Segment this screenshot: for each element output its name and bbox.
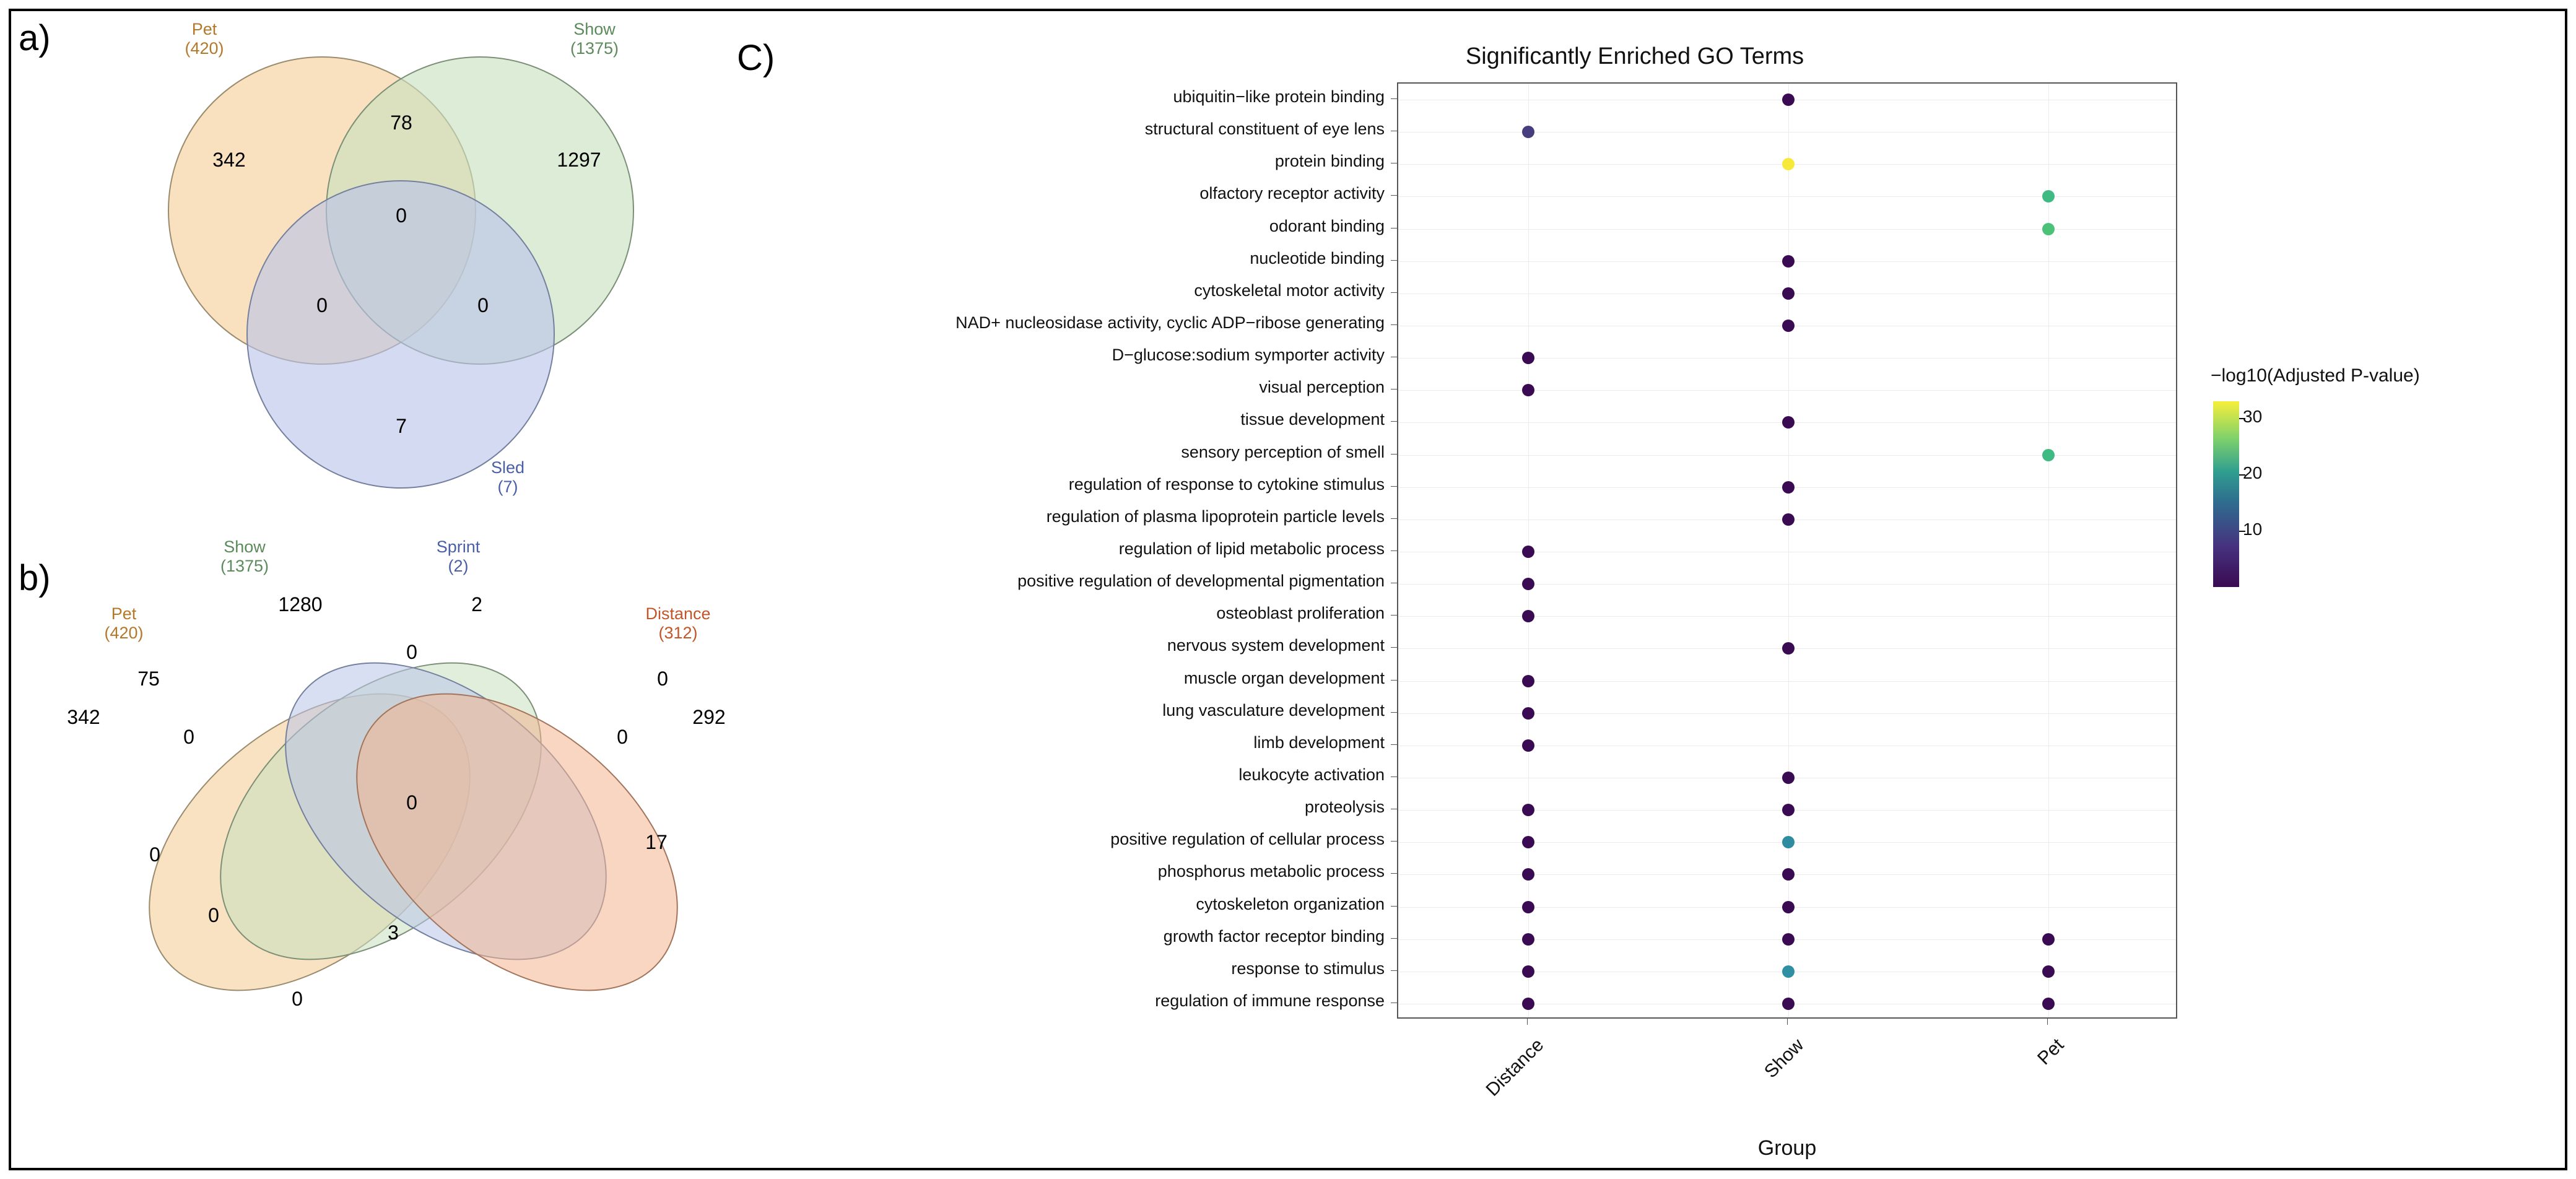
- color-legend: [2211, 365, 2502, 539]
- data-point: [1782, 255, 1795, 268]
- y-axis-tick-label: NAD+ nucleosidase activity, cyclic ADP−ribose generating: [955, 313, 1385, 333]
- venn-a-count-show-sled: 0: [477, 294, 489, 316]
- y-axis-tick-label: proteolysis: [1304, 798, 1385, 817]
- y-axis-tick-label: positive regulation of developmental pigmentation: [1017, 572, 1385, 591]
- y-axis-tick: [1391, 841, 1397, 842]
- legend-title: −log10(Adjusted P-value): [2211, 365, 2420, 386]
- venn-b-count-show-only: 1280: [278, 593, 323, 616]
- y-axis-tick-label: osteoblast proliferation: [1216, 604, 1385, 623]
- venn-b-count-pet-sprint: 0: [149, 843, 160, 866]
- venn-b-set-label-show: Show (1375): [220, 537, 269, 576]
- data-point: [1522, 933, 1534, 946]
- data-point: [1522, 836, 1534, 848]
- venn-b-count-pet-only: 342: [67, 706, 100, 728]
- data-point: [1522, 739, 1534, 752]
- y-axis-tick: [1391, 906, 1397, 907]
- data-point: [1522, 804, 1534, 816]
- y-axis-tick: [1391, 292, 1397, 293]
- y-axis-tick: [1391, 324, 1397, 325]
- data-point: [1782, 416, 1795, 429]
- y-axis-tick-label: sensory perception of smell: [1181, 442, 1385, 461]
- legend-gradient-bar: [2213, 401, 2239, 587]
- y-axis-tick: [1391, 744, 1397, 745]
- data-point: [1522, 868, 1534, 881]
- data-point: [1782, 965, 1795, 978]
- venn-b-count-show-sprint-distance: 0: [617, 726, 628, 748]
- data-point: [1782, 287, 1795, 300]
- y-axis-tick: [1391, 970, 1397, 971]
- data-point: [1522, 998, 1534, 1010]
- legend-tick-label: 20: [2243, 463, 2263, 483]
- x-axis-tick: [1787, 1019, 1788, 1025]
- y-axis-tick: [1391, 647, 1397, 648]
- grid-line-horizontal: [1398, 358, 2176, 359]
- y-axis-tick: [1391, 98, 1397, 99]
- venn-b-count-sprint-distance: 0: [657, 668, 668, 690]
- y-axis-tick-label: muscle organ development: [1183, 668, 1385, 687]
- venn-b-count-pet-show: 75: [137, 668, 160, 690]
- data-point: [2042, 933, 2055, 946]
- venn-b-count-pet-distance: 0: [292, 988, 303, 1010]
- panel-label-b: b): [19, 558, 51, 598]
- y-axis-tick-label: visual perception: [1259, 378, 1385, 397]
- venn-b-count-pet-sprint-distance: 0: [208, 904, 219, 926]
- data-point: [2042, 223, 2055, 235]
- y-axis-tick: [1391, 486, 1397, 487]
- venn-b-count-show-distance: 17: [645, 831, 668, 853]
- data-point: [1782, 804, 1795, 816]
- data-point: [1782, 901, 1795, 913]
- grid-line-horizontal: [1398, 229, 2176, 230]
- grid-line-horizontal: [1398, 616, 2176, 617]
- panel-label-a: a): [19, 18, 51, 58]
- venn-b-count-pet-show-sprint: 0: [183, 726, 194, 748]
- venn-a-count-pet-only: 342: [212, 149, 246, 171]
- y-axis-tick: [1391, 260, 1397, 261]
- venn-a-set-label-pet: Pet (420): [185, 20, 224, 58]
- data-point: [1782, 998, 1795, 1010]
- data-point: [2042, 965, 2055, 978]
- panel-label-c: C): [737, 38, 775, 78]
- data-point: [1522, 707, 1534, 720]
- y-axis-tick-label: growth factor receptor binding: [1163, 926, 1385, 946]
- grid-line-horizontal: [1398, 390, 2176, 391]
- y-axis-tick-label: phosphorus metabolic process: [1157, 862, 1385, 881]
- data-point: [1522, 352, 1534, 364]
- data-point: [1782, 836, 1795, 848]
- venn-a-count-show-only: 1297: [557, 149, 601, 171]
- data-point: [1522, 901, 1534, 913]
- grid-line-horizontal: [1398, 196, 2176, 197]
- data-point: [2042, 998, 2055, 1010]
- venn-b-set-label-pet: Pet (420): [104, 604, 144, 643]
- x-axis-title: Group: [1757, 1136, 1817, 1160]
- y-axis-tick-label: limb development: [1253, 733, 1385, 752]
- y-axis-tick: [1391, 195, 1397, 196]
- venn-b-count-distance-only: 292: [692, 706, 726, 728]
- venn-b-set-label-distance: Distance (312): [645, 604, 711, 643]
- legend-tick-label: 30: [2243, 407, 2263, 427]
- y-axis-tick-label: tissue development: [1240, 410, 1385, 429]
- y-axis-tick-label: regulation of lipid metabolic process: [1118, 539, 1385, 558]
- grid-line-horizontal: [1398, 584, 2176, 585]
- y-axis-tick: [1391, 518, 1397, 519]
- y-axis-tick: [1391, 421, 1397, 422]
- y-axis-tick: [1391, 680, 1397, 681]
- venn-b-set-label-sprint: Sprint (2): [436, 537, 481, 576]
- grid-line-horizontal: [1398, 713, 2176, 714]
- venn-a-set-label-show: Show (1375): [570, 20, 619, 58]
- data-point: [1782, 320, 1795, 332]
- data-point: [1522, 965, 1534, 978]
- y-axis-tick-label: cytoskeletal motor activity: [1194, 281, 1385, 300]
- data-point: [1782, 772, 1795, 784]
- grid-line-horizontal: [1398, 455, 2176, 456]
- y-axis-tick-label: ubiquitin−like protein binding: [1173, 87, 1385, 107]
- y-axis-tick-label: olfactory receptor activity: [1199, 184, 1385, 203]
- y-axis-tick: [1391, 712, 1397, 713]
- x-axis-tick-label: Show: [1760, 1035, 1808, 1082]
- venn-a-count-sled-only: 7: [396, 415, 407, 437]
- y-axis-tick-label: cytoskeleton organization: [1196, 894, 1385, 913]
- data-point: [1522, 126, 1534, 138]
- y-axis-tick: [1391, 938, 1397, 939]
- y-axis-tick-label: D−glucose:sodium symporter activity: [1112, 346, 1385, 365]
- x-axis-tick-label: Distance: [1482, 1035, 1548, 1100]
- y-axis-tick: [1391, 615, 1397, 616]
- venn-a-count-pet-sled: 0: [316, 294, 328, 316]
- y-axis-tick-label: regulation of immune response: [1155, 991, 1385, 1010]
- data-point: [2042, 190, 2055, 202]
- venn-b-count-pet-show-distance: 3: [388, 921, 399, 944]
- y-axis-tick-label: lung vasculature development: [1162, 700, 1385, 720]
- data-point: [1522, 610, 1534, 622]
- y-axis-tick: [1391, 454, 1397, 455]
- data-point: [1782, 642, 1795, 655]
- data-point: [1782, 868, 1795, 881]
- venn-diagram-b: [43, 537, 780, 1152]
- data-point: [2042, 449, 2055, 461]
- y-axis-tick-label: regulation of plasma lipoprotein particle levels: [1046, 507, 1385, 526]
- data-point: [1522, 546, 1534, 558]
- legend-tick-label: 10: [2243, 520, 2263, 539]
- y-axis-tick-label: regulation of response to cytokine stimulus: [1068, 474, 1385, 494]
- data-point: [1782, 481, 1795, 494]
- grid-line-horizontal: [1398, 681, 2176, 682]
- x-axis-tick-label: Pet: [2034, 1035, 2068, 1069]
- data-point: [1782, 94, 1795, 106]
- data-point: [1522, 675, 1534, 687]
- plot-area: [1397, 82, 2177, 1019]
- data-point: [1782, 158, 1795, 170]
- y-axis-tick: [1391, 550, 1397, 551]
- data-point: [1782, 933, 1795, 946]
- chart-title: Significantly Enriched GO Terms: [1465, 43, 1804, 69]
- y-axis-tick-label: response to stimulus: [1231, 959, 1385, 978]
- venn-b-count-all-four: 0: [406, 791, 417, 814]
- venn-a-count-pet-show-sled: 0: [396, 204, 407, 227]
- venn-a-count-pet-show: 78: [390, 111, 412, 134]
- y-axis-tick-label: structural constituent of eye lens: [1144, 120, 1385, 139]
- data-point: [1782, 513, 1795, 526]
- y-axis-tick-label: odorant binding: [1269, 216, 1385, 235]
- data-point: [1522, 578, 1534, 590]
- dot-plot-panel: [731, 19, 2539, 1160]
- data-point: [1522, 384, 1534, 396]
- y-axis-tick-label: nervous system development: [1167, 636, 1385, 655]
- venn-b-count-sprint-only: 2: [471, 593, 482, 616]
- y-axis-tick-label: leukocyte activation: [1238, 765, 1385, 784]
- x-axis-tick: [2047, 1019, 2048, 1025]
- y-axis-tick-label: nucleotide binding: [1250, 248, 1385, 268]
- y-axis-tick: [1391, 873, 1397, 874]
- venn-a-set-label-sled: Sled (7): [490, 458, 525, 497]
- grid-line-horizontal: [1398, 132, 2176, 133]
- venn-b-count-show-sprint: 0: [406, 641, 417, 663]
- x-axis-tick: [1527, 1019, 1528, 1025]
- y-axis-tick-label: protein binding: [1274, 152, 1385, 171]
- y-axis-tick-label: positive regulation of cellular process: [1110, 830, 1385, 849]
- venn-a-svg: [74, 25, 743, 533]
- venn-diagram-a: [74, 20, 743, 533]
